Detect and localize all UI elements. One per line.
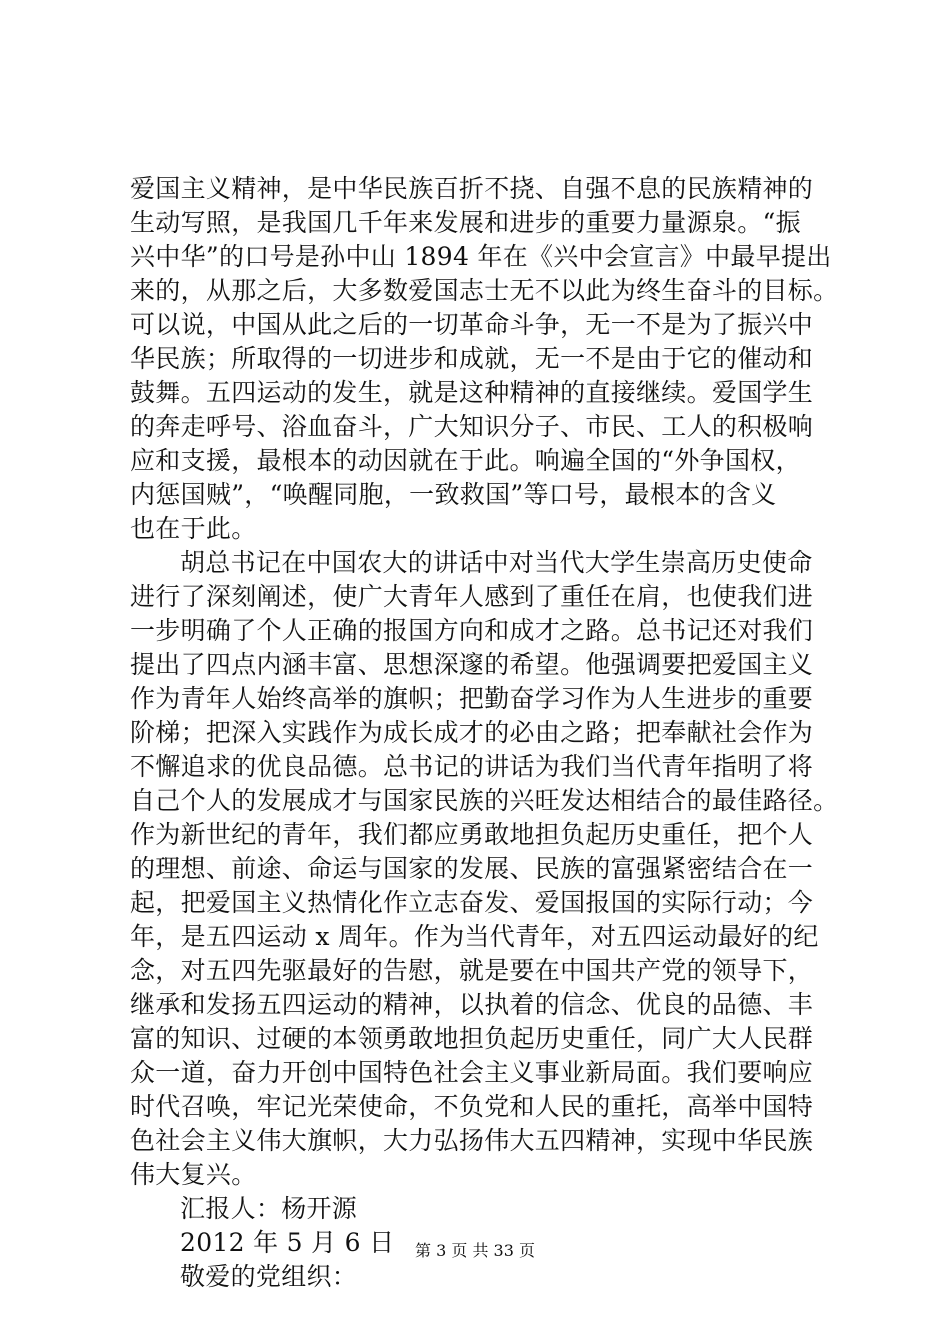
text-line: 爱国主义精神，是中华民族百折不挠、自强不息的民族精神的 <box>130 174 814 203</box>
text-line: 华民族；所取得的一切进步和成就，无一不是由于它的催动和 <box>130 344 814 373</box>
text-line: 不懈追求的优良品德。总书记的讲话为我们当代青年指明了将 <box>130 752 814 781</box>
text-line: 一步明确了个人正确的报国方向和成才之路。总书记还对我们 <box>130 616 814 645</box>
text-line: 的奔走呼号、浴血奋斗，广大知识分子、市民、工人的积极响 <box>130 412 814 441</box>
text-line: 富的知识、过硬的本领勇敢地担负起历史重任，同广大人民群 <box>130 1024 814 1053</box>
document-body <box>130 172 839 1294</box>
text-line: 阶梯；把深入实践作为成长成才的必由之路；把奉献社会作为 <box>130 718 814 747</box>
text-line: 作为青年人始终高举的旗帜；把勤奋学习作为人生进步的重要 <box>130 684 814 713</box>
text-line: 生动写照，是我国几千年来发展和进步的重要力量源泉。“振 <box>130 208 801 237</box>
text-line: 自己个人的发展成才与国家民族的兴旺发达相结合的最佳路径。 <box>130 786 839 815</box>
text-line: 的理想、前途、命运与国家的发展、民族的富强紧密结合在一 <box>130 854 814 883</box>
text-line: 作为新世纪的青年，我们都应勇敢地担负起历史重任，把个人 <box>130 820 814 849</box>
text-line: 内惩国贼”，“唤醒同胞，一致救国”等口号，最根本的含义 <box>130 480 777 509</box>
text-line: 鼓舞。五四运动的发生，就是这种精神的直接继续。爱国学生 <box>130 378 814 407</box>
text-line: 可以说，中国从此之后的一切革命斗争，无一不是为了振兴中 <box>130 310 814 339</box>
text-line: 伟大复兴。 <box>130 1160 257 1189</box>
text-line: 念，对五四先驱最好的告慰，就是要在中国共产党的领导下， <box>130 956 814 985</box>
text-line: 也在于此。 <box>130 514 257 543</box>
text-line: 兴中华”的口号是孙中山 1894 年在《兴中会宣言》中最早提出 <box>130 242 832 271</box>
salutation-line: 敬爱的党组织： <box>180 1262 358 1291</box>
text-line: 继承和发扬五四运动的精神，以执着的信念、优良的品德、丰 <box>130 990 814 1019</box>
page-number-footer: 第 3 页 共 33 页 <box>415 1241 535 1260</box>
text-line: 时代召唤，牢记光荣使命，不负党和人民的重托，高举中国特 <box>130 1092 814 1121</box>
text-line: 来的，从那之后，大多数爱国志士无不以此为终生奋斗的目标。 <box>130 276 839 305</box>
text-line: 提出了四点内涵丰富、思想深邃的希望。他强调要把爱国主义 <box>130 650 814 679</box>
text-line: 色社会主义伟大旗帜，大力弘扬伟大五四精神，实现中华民族 <box>130 1126 814 1155</box>
text-line: 年，是五四运动 x 周年。作为当代青年，对五四运动最好的纪 <box>130 922 819 951</box>
text-line: 进行了深刻阐述，使广大青年人感到了重任在肩，也使我们进 <box>130 582 814 611</box>
date-line: 2012 年 5 月 6 日 <box>180 1228 395 1257</box>
text-line: 众一道，奋力开创中国特色社会主义事业新局面。我们要响应 <box>130 1058 814 1087</box>
text-line: 起，把爱国主义热情化作立志奋发、爱国报国的实际行动；今 <box>130 888 814 917</box>
text-line: 应和支援，最根本的动因就在于此。响遍全国的“外争国权， <box>130 446 801 475</box>
paragraph-start-line: 胡总书记在中国农大的讲话中对当代大学生崇高历史使命 <box>180 548 813 577</box>
reporter-line: 汇报人：杨开源 <box>180 1194 358 1223</box>
